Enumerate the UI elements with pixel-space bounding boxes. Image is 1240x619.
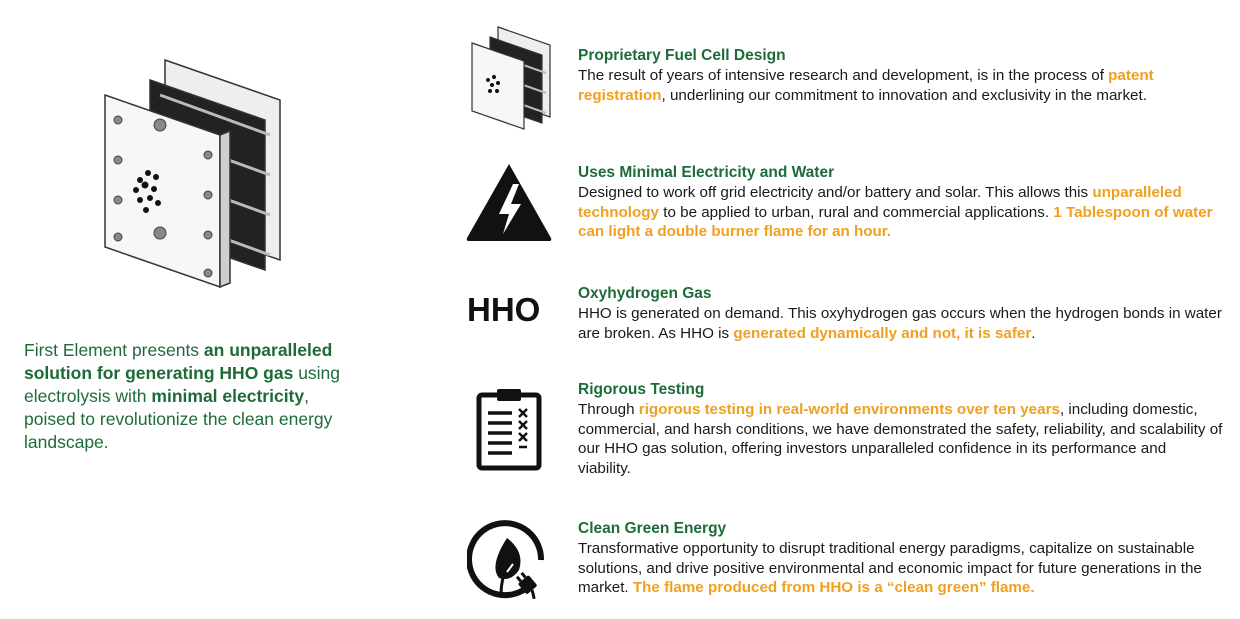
intro-paragraph	[24, 339, 364, 454]
feature-highlight: unparalleled technology	[578, 184, 1182, 221]
intro-text-1: First Element presents	[24, 340, 204, 360]
feature-description	[578, 183, 1223, 242]
leaf-plug-icon	[467, 520, 549, 602]
feature-minimal-electricity	[578, 163, 1223, 242]
feature-highlight: rigorous testing in real-world environments over ten years	[638, 401, 1060, 418]
intro-emphasis-2: minimal electricity	[151, 386, 305, 406]
feature-title: Proprietary Fuel Cell Design	[578, 47, 786, 64]
feature-text: to be applied to urban, rural and commercial applications.	[659, 203, 1054, 221]
feature-text: , underlining our commitment to innovation and exclusivity in the market.	[661, 86, 1147, 104]
feature-text: , including domestic, commercial, and harsh conditions, we have demonstrated the safety, reliability, and scalability of our HHO gas solution, offering investors unparalleled confidence in its performance and viability.	[578, 401, 1223, 477]
feature-clean-green-energy	[578, 519, 1223, 598]
feature-fuel-cell-design	[578, 46, 1223, 105]
feature-title: Clean Green Energy	[578, 520, 727, 537]
feature-text: Designed to work off grid electricity and/or battery and solar. This allows this	[578, 184, 1093, 201]
feature-text: Through	[578, 401, 639, 418]
feature-title: Rigorous Testing	[578, 381, 705, 398]
feature-title: Uses Minimal Electricity and Water	[578, 164, 835, 181]
feature-title: Oxyhydrogen Gas	[578, 285, 712, 302]
feature-description	[578, 400, 1223, 478]
fuel-cell-icon	[470, 25, 554, 130]
feature-oxyhydrogen-gas	[578, 284, 1223, 343]
feature-highlight: The flame produced from HHO is a “clean green” flame.	[632, 579, 1035, 597]
fuel-cell-image	[100, 55, 290, 290]
feature-text: HHO is generated on demand. This oxyhydrogen gas occurs when the hydrogen bonds in water are broken. As HHO is	[578, 305, 1222, 342]
intro-text-2: using electrolysis with	[24, 363, 341, 406]
feature-description	[578, 539, 1223, 598]
intro-text-3: , poised to revolutionize the clean energy landscape.	[24, 386, 333, 452]
feature-text: Transformative opportunity to disrupt traditional energy paradigms, capitalize on sustainable solutions, and drive positive environmental and economic impact for future generations in the market.	[578, 540, 1202, 597]
feature-text: .	[1031, 324, 1036, 342]
high-voltage-warning-icon	[465, 162, 553, 242]
clipboard-checklist-icon	[475, 387, 543, 471]
feature-highlight: patent registration	[578, 67, 1154, 104]
feature-highlight: generated dynamically and not, it is safer	[733, 324, 1032, 342]
intro-emphasis-1: an unparalleled solution for generating HHO gas	[24, 340, 333, 383]
feature-description	[578, 66, 1223, 105]
feature-text: The result of years of intensive research and development, is in the process of	[578, 67, 1109, 84]
hho-text-icon: HHO	[467, 291, 541, 328]
feature-description	[578, 304, 1223, 343]
feature-highlight: 1 Tablespoon of water can light a double burner flame for an hour.	[578, 203, 1213, 241]
feature-rigorous-testing	[578, 380, 1223, 478]
